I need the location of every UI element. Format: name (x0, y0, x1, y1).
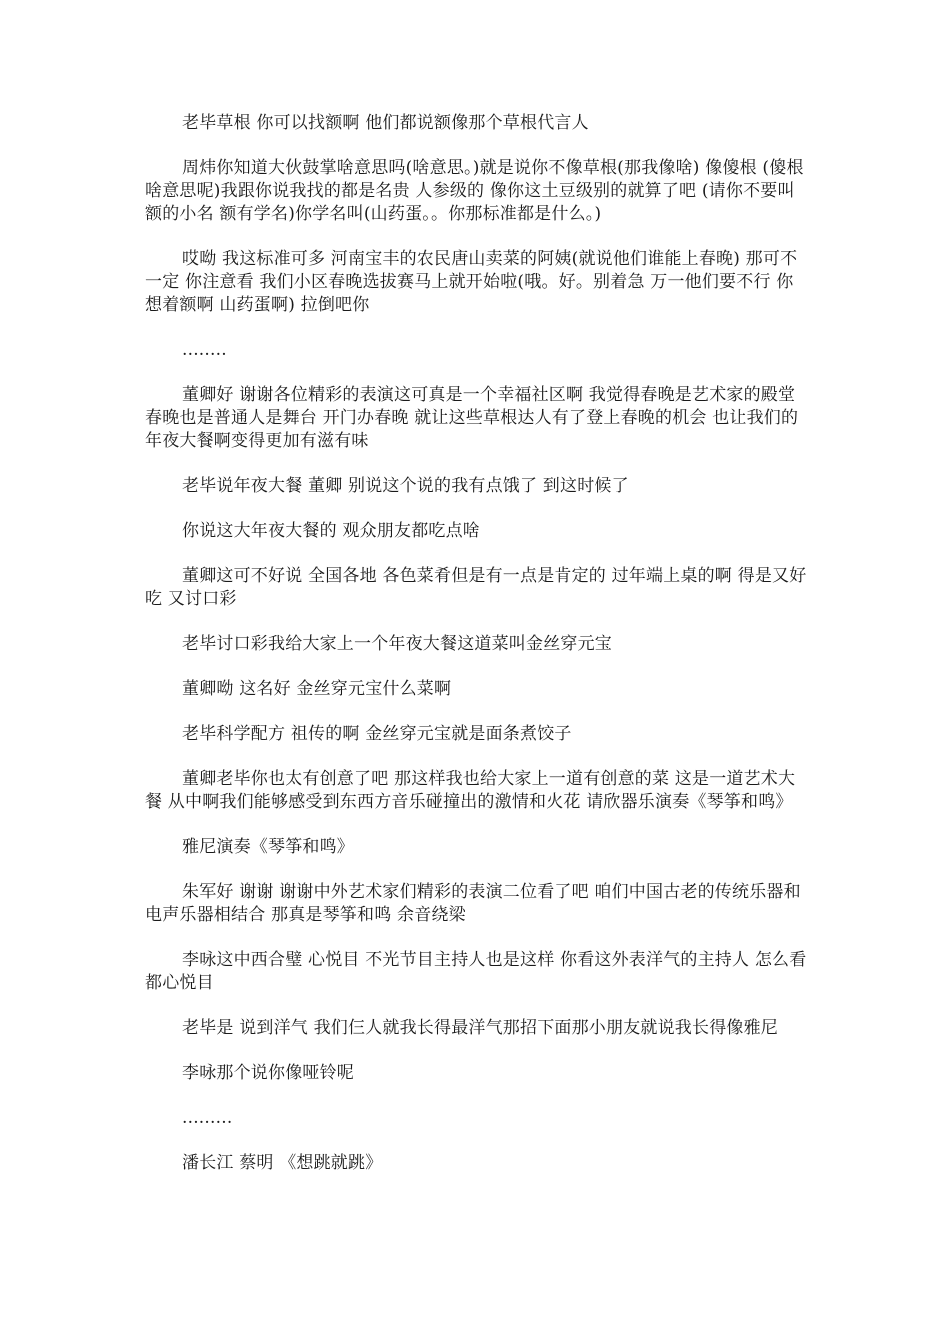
paragraph-8: 董卿这可不好说 全国各地 各色菜肴但是有一点是肯定的 过年端上桌的啊 得是又好吃 又讨口彩 (145, 566, 807, 609)
paragraph-1: 老毕草根 你可以找额啊 他们都说额像那个草根代言人 (182, 113, 589, 133)
paragraph-14: 朱军好 谢谢 谢谢中外艺术家们精彩的表演二位看了吧 咱们中国古老的传统乐器和电声乐器相结合 那真是琴筝和鸣 余音绕梁 (145, 882, 801, 925)
paragraph-17: 李咏那个说你像哑铃呢 (182, 1063, 354, 1083)
paragraph-7: 你说这大年夜大餐的 观众朋友都吃点啥 (182, 521, 481, 541)
paragraph-11: 老毕科学配方 祖传的啊 金丝穿元宝就是面条煮饺子 (182, 724, 572, 744)
paragraph-6: 老毕说年夜大餐 董卿 别说这个说的我有点饿了 到这时候了 (182, 476, 629, 496)
paragraph-10: 董卿呦 这名好 金丝穿元宝什么菜啊 (182, 679, 452, 699)
paragraph-15: 李咏这中西合璧 心悦目 不光节目主持人也是这样 你看这外表洋气的主持人 怎么看都心悦目 (145, 950, 807, 993)
paragraph-ellipsis-2: ......... (182, 1108, 233, 1128)
paragraph-13: 雅尼演奏《琴筝和鸣》 (182, 837, 354, 857)
document-body (145, 112, 810, 1197)
paragraph-3: 哎呦 我这标准可多 河南宝丰的农民唐山卖菜的阿姨(就说他们谁能上春晚) 那可不一定 你注意看 我们小区春晚选拔赛马上就开始啦(哦。好。别着急 万一他们要不行 你想着额啊 山药蛋啊) 拉倒吧你 (145, 249, 798, 315)
paragraph-ellipsis-1: ........ (182, 340, 227, 360)
paragraph-19: 潘长江 蔡明 《想跳就跳》 (182, 1153, 383, 1173)
paragraph-5: 董卿好 谢谢各位精彩的表演这可真是一个幸福社区啊 我觉得春晚是艺术家的殿堂 春晚也是普通人是舞台 开门办春晚 就让这些草根达人有了登上春晚的机会 也让我们的年夜大餐啊变得更加有滋有味 (145, 385, 799, 451)
paragraph-2: 周炜你知道大伙鼓掌啥意思吗(啥意思。)就是说你不像草根(那我像啥) 像傻根 (傻根啥意思呢)我跟你说我找的都是名贵 人参级的 像你这土豆级别的就算了吧 (请你不要叫额的小名 额有学名)你学名叫(山药蛋。。你那标准都是什么。) (145, 158, 804, 224)
paragraph-12: 董卿老毕你也太有创意了吧 那这样我也给大家上一道有创意的菜 这是一道艺术大餐 从中啊我们能够感受到东西方音乐碰撞出的激情和火花 请欣器乐演奏《琴筝和鸣》 (145, 769, 796, 812)
paragraph-16: 老毕是 说到洋气 我们仨人就我长得最洋气那招下面那小朋友就说我长得像雅尼 (182, 1018, 779, 1038)
paragraph-9: 老毕讨口彩我给大家上一个年夜大餐这道菜叫金丝穿元宝 (182, 634, 612, 654)
